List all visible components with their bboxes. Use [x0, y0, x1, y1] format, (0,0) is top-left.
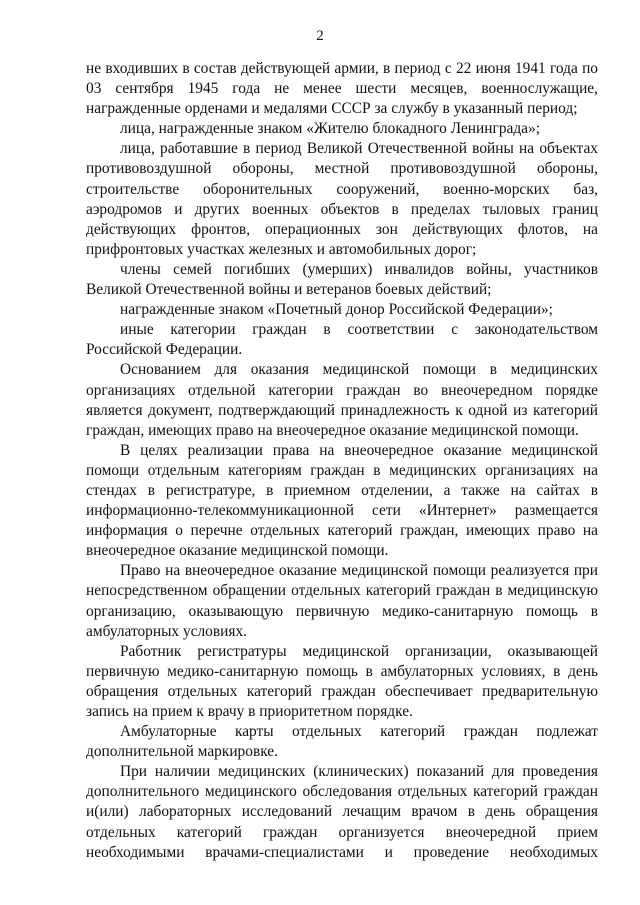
page-number: 2 — [316, 28, 324, 44]
paragraph-family-members: члены семей погибших (умерших) инвалидов войны, участников Великой Отечественной войны и ветеранов боевых действий; — [86, 260, 598, 299]
paragraph-outpatient-cards: Амбулаторные карты отдельных категорий граждан подлежат дополнительной маркировке. — [86, 723, 598, 761]
paragraph-basis-document: Основанием для оказания медицинской помощи в медицинских организациях отдельной категории граждан во внеочередном порядке является документ, подтверждающий принадлежность к одной из категорий граждан, имеющих право на внеочередное оказание медицинской помощи. — [86, 361, 598, 439]
paragraph-continuation: не входивших в состав действующей армии, в период с 22 июня 1941 года по 03 сентября 1945 года не менее шести месяцев, военнослужащие, награжденные орденами и медалями СССР за службу в указанный период; — [86, 60, 598, 118]
paragraph-honored-donor: награжденные знаком «Почетный донор Российской Федерации»; — [120, 301, 553, 319]
paragraph-registry-worker: Работник регистратуры медицинской организации, оказывающей первичную медико-санитарную помощь в амбулаторных условиях, в день обращения отдельных категорий граждан обеспечивает предварительную запись на прием к врачу в приоритетном порядке. — [86, 642, 598, 720]
paragraph-blockade-badge: лица, награжденные знаком «Жителю блокадного Ленинграда»; — [120, 120, 540, 138]
paragraph-medical-indications: При наличии медицинских (клинических) показаний для проведения дополнительного медицинского обследования отдельных категорий граждан и(или) лабораторных исследований лечащим врачом в день обращения отдельных категорий граждан организуется внеочередной прием необходимыми врачами-специалистами и проведение необходимых — [86, 763, 598, 861]
paragraph-information-posting: В целях реализации права на внеочередное оказание медицинской помощи отдельным категориям граждан в медицинских организациях на стендах в регистратуре, в приемном отделении, а также на сайтах в информационно-телекоммуникационной сети «Интернет» размещается информация о перечне отдельных категорий граждан, имеющих право на внеочередное оказание медицинской помощи. — [86, 441, 598, 560]
paragraph-wartime-workers: лица, работавшие в период Великой Отечественной войны на объектах противовоздушной обороны, местной противовоздушной обороны, строительстве оборонительных сооружений, военно-морских баз, аэродромов и других военных объектов в пределах тыловых границ действующих фронтов, операционных зон действующих флотов, на прифронтовых участках железных и автомобильных дорог; — [86, 140, 598, 258]
document-body — [86, 59, 598, 863]
paragraph-right-realization: Право на внеочередное оказание медицинской помощи реализуется при непосредственном обращении отдельных категорий граждан в медицинскую организацию, оказывающую первичную медико-санитарную помощь в амбулаторных условиях. — [86, 562, 598, 640]
paragraph-other-categories: иные категории граждан в соответствии с законодательством Российской Федерации. — [86, 321, 598, 359]
